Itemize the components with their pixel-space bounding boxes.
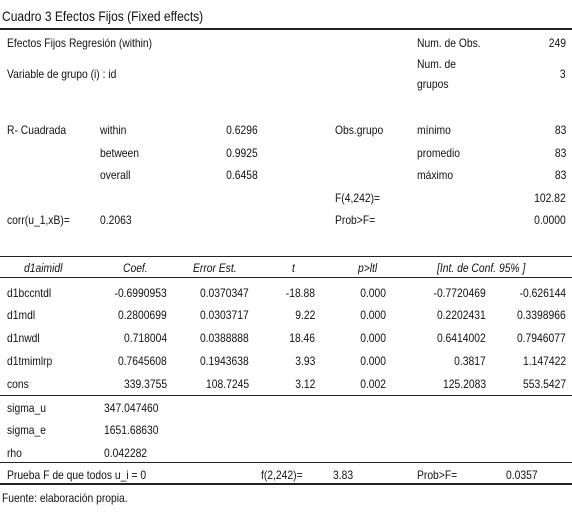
row-p: 0.002 xyxy=(360,377,386,391)
row-coef: -0.6990953 xyxy=(114,286,167,300)
row-coef: 339.3755 xyxy=(123,377,167,391)
ftest-f-label: f(2,242)= xyxy=(261,468,303,482)
table-title: Cuadro 3 Efectos Fijos (Fixed effects) xyxy=(2,8,204,24)
header-t: t xyxy=(292,261,295,275)
f-stat-value: 102.82 xyxy=(534,191,566,205)
row-std-error: 0.0388888 xyxy=(200,331,249,345)
r2-within-label: within xyxy=(100,123,127,137)
row-p: 0.000 xyxy=(360,354,386,368)
num-groups-label-line1: Num. de xyxy=(417,57,457,71)
coef-bottom-rule xyxy=(0,395,572,396)
row-std-error: 0.0303717 xyxy=(200,308,249,322)
row-t: -18.88 xyxy=(285,286,315,300)
row-p: 0.000 xyxy=(360,286,386,300)
row-ci-upper: 0.3398966 xyxy=(517,308,566,322)
r2-label: R- Cuadrada xyxy=(7,123,67,137)
ftest-prob-label: Prob>F= xyxy=(417,468,458,482)
row-ci-upper: 553.5427 xyxy=(522,377,566,391)
row-coef: 0.7645608 xyxy=(118,354,167,368)
row-t: 3.93 xyxy=(294,354,315,368)
corr-label: corr(u_1,xB)= xyxy=(7,213,70,227)
bottom-rule xyxy=(0,483,572,485)
row-t: 18.46 xyxy=(289,331,315,345)
prob-value: 0.0000 xyxy=(534,213,566,227)
r2-overall-value: 0.6458 xyxy=(226,168,258,182)
row-t: 3.12 xyxy=(294,377,315,391)
regression-label: Efectos Fijos Regresión (within) xyxy=(7,36,153,50)
row-ci-upper: 1.147422 xyxy=(522,354,566,368)
row-ci-lower: 125.2083 xyxy=(442,377,486,391)
header-std-error: Error Est. xyxy=(193,261,237,275)
header-conf-interval: [Int. de Conf. 95% ] xyxy=(437,261,526,275)
max-label: máximo xyxy=(417,168,454,182)
row-ci-lower: 0.3817 xyxy=(454,354,486,368)
row-ci-lower: 0.2202431 xyxy=(437,308,486,322)
header-dependent-var: d1aimidl xyxy=(24,261,63,275)
header-p: p>ltl xyxy=(358,261,378,275)
r2-within-value: 0.6296 xyxy=(226,123,258,137)
ftest-prob-value: 0.0357 xyxy=(506,468,538,482)
max-value: 83 xyxy=(554,168,566,182)
header-coef: Coef. xyxy=(123,261,148,275)
corr-value: 0.2063 xyxy=(100,213,132,227)
f-stat-label: F(4,242)= xyxy=(335,191,381,205)
row-ci-upper: 0.7946077 xyxy=(517,331,566,345)
num-obs-label: Num. de Obs. xyxy=(417,36,481,50)
top-rule xyxy=(0,28,572,30)
sigma-e-value: 1651.68630 xyxy=(104,423,159,437)
num-groups-label-line2: grupos xyxy=(417,77,449,91)
row-coef: 0.2800699 xyxy=(118,308,167,322)
rho-value: 0.042282 xyxy=(104,446,148,460)
group-var-label: Variable de grupo (i) : id xyxy=(7,67,117,81)
header-bottom-rule xyxy=(0,277,572,278)
sigma-u-label: sigma_u xyxy=(7,401,47,415)
row-std-error: 0.0370347 xyxy=(200,286,249,300)
ftest-top-rule xyxy=(0,462,572,463)
row-variable: d1mdl xyxy=(7,308,36,322)
row-variable: d1nwdl xyxy=(7,331,40,345)
min-label: mínimo xyxy=(417,123,451,137)
row-variable: d1tmimlrp xyxy=(7,354,53,368)
row-coef: 0.718004 xyxy=(123,331,167,345)
mean-label: promedio xyxy=(417,146,461,160)
row-std-error: 0.1943638 xyxy=(200,354,249,368)
row-ci-lower: 0.6414002 xyxy=(437,331,486,345)
row-p: 0.000 xyxy=(360,331,386,345)
ftest-f-value: 3.83 xyxy=(333,468,354,482)
row-variable: d1bccntdl xyxy=(7,286,52,300)
row-variable: cons xyxy=(7,377,29,391)
min-value: 83 xyxy=(554,123,566,137)
row-p: 0.000 xyxy=(360,308,386,322)
sigma-u-value: 347.047460 xyxy=(104,401,159,415)
row-ci-upper: -0.626144 xyxy=(519,286,566,300)
ftest-label: Prueba F de que todos u_i = 0 xyxy=(7,468,147,482)
rho-label: rho xyxy=(7,446,22,460)
r2-between-value: 0.9925 xyxy=(226,146,258,160)
r2-between-label: between xyxy=(100,146,140,160)
prob-label: Prob>F= xyxy=(335,213,376,227)
num-groups-value: 3 xyxy=(560,67,566,81)
mean-value: 83 xyxy=(554,146,566,160)
row-t: 9.22 xyxy=(294,308,315,322)
r2-overall-label: overall xyxy=(100,168,131,182)
row-ci-lower: -0.7720469 xyxy=(433,286,486,300)
obs-group-label: Obs.grupo xyxy=(335,123,384,137)
header-top-rule xyxy=(0,256,572,257)
sigma-e-label: sigma_e xyxy=(7,423,47,437)
source-note: Fuente: elaboración propia. xyxy=(2,491,128,505)
row-std-error: 108.7245 xyxy=(205,377,249,391)
num-obs-value: 249 xyxy=(548,36,566,50)
